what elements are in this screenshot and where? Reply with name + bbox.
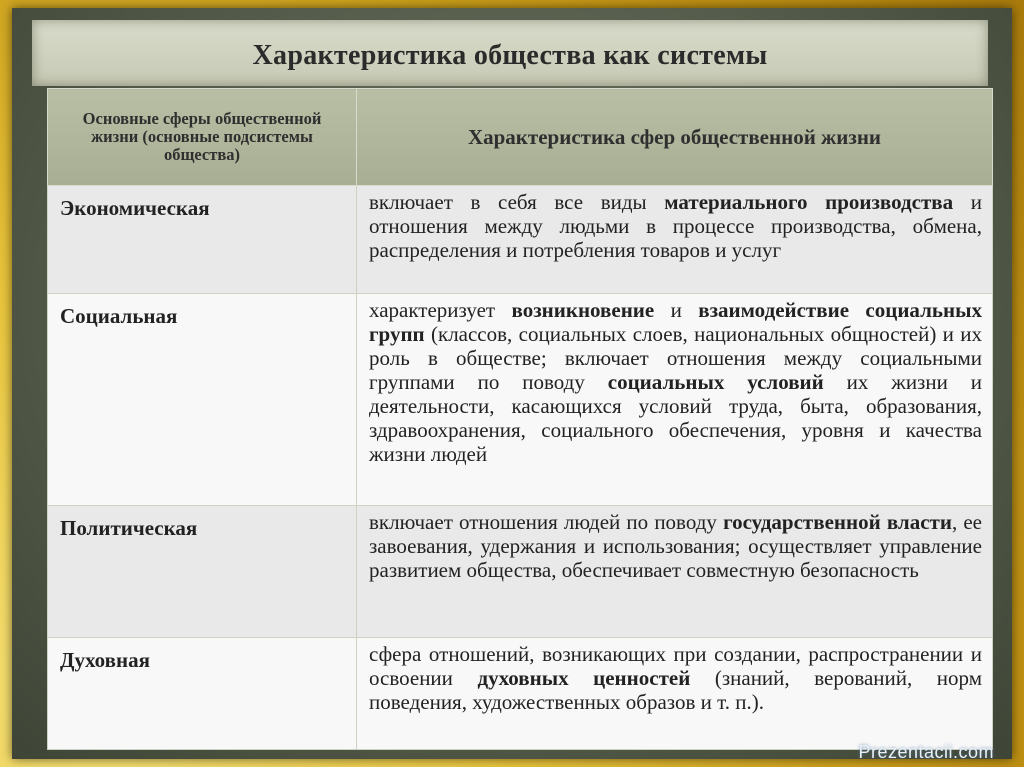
sphere-name: Экономическая <box>48 186 357 294</box>
description-text: и отношения между людьми в процессе производства, обмена, распределения и потребления товаров и услуг <box>369 190 982 262</box>
description-text: их жизни и деятельности, касающихся условий труда, быта, образования, здравоохранения, социального обеспечения, уровня и качества жизни людей <box>369 370 982 466</box>
description-text: , ее завоевания, удержания и использования; осуществляет управление развитием общества, обеспечивает совместную безопасность <box>369 510 982 582</box>
key-term: социальных условий <box>607 370 824 394</box>
table-header-row <box>48 89 993 186</box>
sphere-name: Политическая <box>48 506 357 638</box>
description-text: (классов, социальных слоев, национальных общностей) и их роль в обществе; включает отношения между социальными группами по поводу <box>369 322 982 394</box>
sphere-description <box>357 506 993 638</box>
key-term: духовных ценностей <box>477 666 691 690</box>
sphere-name: Духовная <box>48 638 357 750</box>
description-text: включает в себя все виды <box>369 190 665 214</box>
sphere-description <box>357 638 993 750</box>
spheres-table <box>47 88 993 750</box>
description-text: сфера отношений, возникающих при создании, распространении и освоении <box>369 642 982 690</box>
description-text: характеризует <box>369 298 512 322</box>
table-row <box>48 186 993 294</box>
sphere-description <box>357 294 993 506</box>
table-row <box>48 638 993 750</box>
watermark-logo: Prezentacii.com <box>858 742 994 762</box>
sphere-description <box>357 186 993 294</box>
table-row <box>48 294 993 506</box>
description-text: и <box>654 298 699 322</box>
title-band <box>32 20 988 86</box>
description-text: включает отношения людей по поводу <box>369 510 724 534</box>
slide-title: Характеристика общества как системы <box>252 40 768 71</box>
key-term: взаимодействие социальных групп <box>369 298 982 346</box>
slide <box>12 8 1012 759</box>
key-term: возникновение <box>511 298 655 322</box>
header-characteristics: Характеристика сфер общественной жизни <box>357 89 993 186</box>
sphere-name: Социальная <box>48 294 357 506</box>
table-row <box>48 506 993 638</box>
key-term: материального производства <box>664 190 954 214</box>
header-spheres: Основные сферы общественной жизни (основные подсистемы общества) <box>48 89 357 186</box>
key-term: государственной власти <box>723 510 952 534</box>
description-text: (знаний, верований, норм поведения, художественных образов и т. п.). <box>369 666 982 714</box>
